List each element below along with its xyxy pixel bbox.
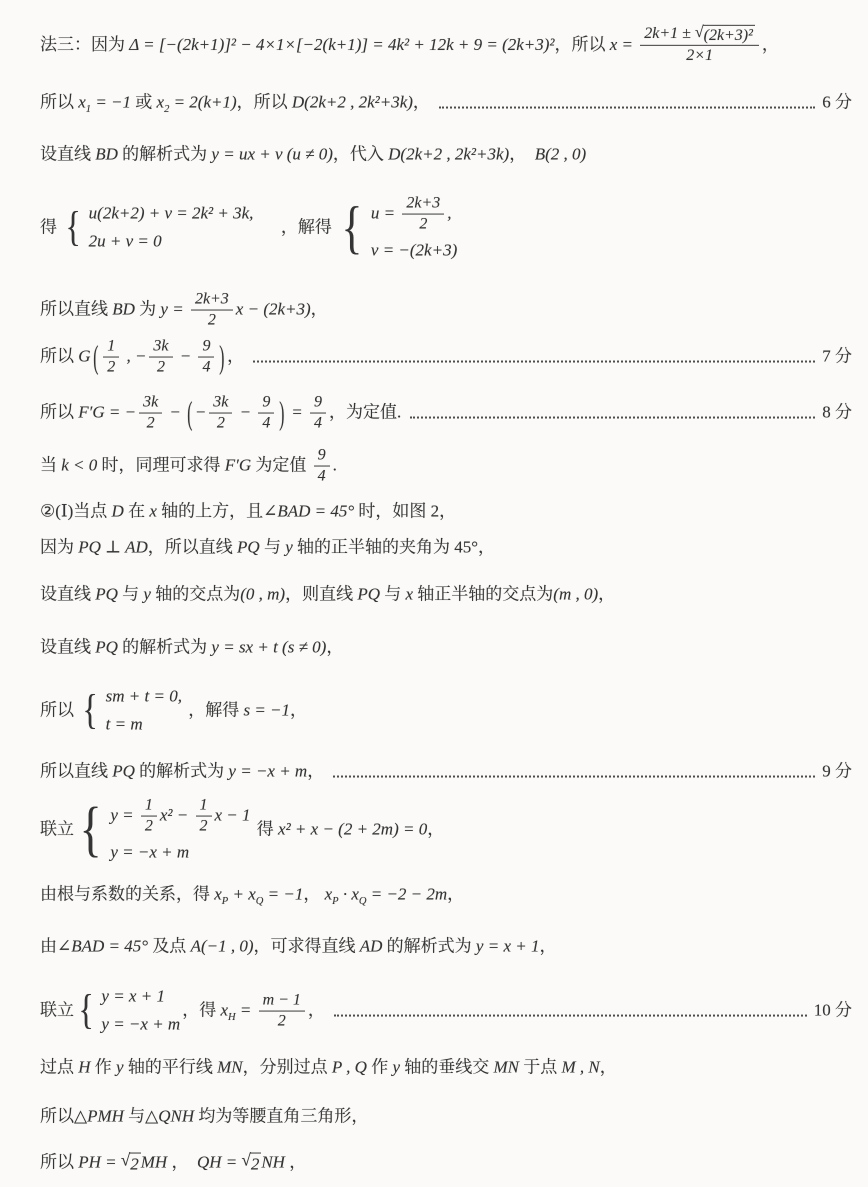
math-run: MN	[493, 1057, 519, 1077]
math-run: 4	[314, 414, 322, 432]
math-run: ·	[338, 884, 352, 904]
math-run: y = sx + t (s ≠ 0)	[211, 637, 327, 657]
math-run: 2k+1 ±	[644, 24, 695, 42]
math-run: A(−1 , 0)	[190, 936, 254, 956]
formula-line-21	[40, 1152, 852, 1175]
math-run: QNH	[158, 1106, 195, 1126]
math-run: PQ	[112, 761, 135, 781]
fraction	[209, 393, 232, 434]
math-run: H	[78, 1057, 91, 1077]
text-run: 的解析式为	[117, 637, 212, 657]
formula-line-3	[40, 144, 852, 167]
math-run: y	[116, 1057, 124, 1077]
text-run: 的解析式为	[382, 936, 476, 956]
text-run: ，	[307, 761, 325, 781]
radical-sign: √	[120, 1150, 131, 1170]
text-run: ，代入	[332, 144, 389, 164]
formula-line-18	[40, 986, 852, 1037]
fraction	[258, 393, 274, 434]
math-run: PMH	[87, 1106, 124, 1126]
math-run: 2	[199, 817, 208, 835]
text-run: 为定值	[251, 455, 311, 475]
text-run: ，	[310, 299, 328, 319]
text-run: 因为	[40, 537, 79, 557]
text-run: 在	[123, 501, 150, 521]
text-run: 时，如图 2，	[354, 501, 457, 521]
system-row	[371, 240, 457, 263]
math-run: (0 , m)	[240, 584, 286, 604]
fraction	[141, 796, 157, 837]
math-run: −	[175, 346, 196, 366]
math-run: 2×1	[686, 47, 713, 65]
math-run: (m , 0)	[553, 584, 599, 604]
math-run: y = x + 1	[101, 986, 165, 1006]
math-run: D	[111, 501, 124, 521]
text-run: ，解得	[255, 217, 337, 237]
text-run: ，所以	[236, 92, 292, 112]
text-run: ，	[539, 936, 557, 956]
math-run: 9	[202, 337, 211, 355]
text-run: ，	[427, 819, 445, 839]
formula-line-10	[40, 537, 852, 560]
math-run: y = −x + m	[101, 1014, 181, 1034]
math-run: 2	[144, 817, 153, 835]
text-run: 当	[40, 455, 62, 475]
square-root: √ 2	[120, 1150, 139, 1174]
text-run: 所以	[40, 1152, 79, 1172]
formula-line-15	[40, 796, 852, 865]
math-run: MN	[217, 1057, 243, 1077]
fraction	[640, 24, 759, 66]
math-run: y	[143, 584, 151, 604]
text-run: ，	[307, 1000, 325, 1020]
text-run: ，	[509, 144, 535, 164]
math-run: F′G = −	[78, 402, 137, 422]
math-run: +	[228, 884, 249, 904]
math-run: −	[235, 402, 256, 422]
text-run: ，	[303, 884, 325, 904]
math-run: −	[194, 402, 207, 422]
text-run: 为	[134, 299, 161, 319]
math-run: 2	[156, 358, 165, 376]
formula-line-1	[40, 24, 852, 66]
fraction	[196, 796, 212, 837]
math-run: ∠BAD = 45°	[57, 936, 149, 956]
math-subscripted: $x_Q$	[351, 884, 367, 907]
system-row	[110, 796, 250, 837]
math-run: G	[78, 346, 91, 366]
text-run: 联立	[40, 1000, 74, 1020]
formula-line-4	[40, 194, 852, 263]
math-run: x − (2k+3)	[235, 299, 311, 319]
math-run: = −2 − 2m	[366, 884, 448, 904]
text-run: 均为等腰直角三角形，	[194, 1106, 369, 1126]
math-run: −	[165, 402, 186, 422]
text-run: ，所以直线	[147, 537, 238, 557]
math-run: y = −x + m	[110, 842, 190, 862]
score-label: 9 分	[822, 761, 852, 781]
text-run: ，	[227, 346, 245, 366]
math-run: = −1	[91, 92, 136, 112]
text-run: 得	[40, 217, 62, 237]
radical-sign: √	[694, 23, 704, 41]
system-row	[101, 986, 165, 1009]
math-run: 9	[317, 446, 326, 464]
math-run: 2k+3	[194, 290, 229, 308]
math-run: k < 0	[61, 455, 98, 475]
formula-line-19	[40, 1057, 852, 1080]
text-run: 轴的正半轴的夹角为 45°，	[292, 537, 496, 557]
fraction	[149, 337, 172, 378]
fraction	[402, 194, 444, 235]
fraction	[191, 290, 233, 331]
formula-line-6	[40, 337, 852, 378]
formula-line-2	[40, 92, 852, 115]
formula-line-12	[40, 637, 852, 660]
text-run: ，为定值.	[328, 402, 402, 422]
math-run: 1	[107, 337, 116, 355]
math-run: , −	[122, 346, 147, 366]
text-run: 作	[366, 1057, 393, 1077]
math-run: D(2k+2 , 2k²+3k)	[291, 92, 413, 112]
equation-system: { y = x + 1 y = −x + m	[76, 986, 180, 1037]
math-run: 4	[317, 467, 326, 485]
math-run: x =	[609, 34, 638, 54]
text-run: .	[332, 455, 337, 475]
score-label: 10 分	[813, 1000, 852, 1020]
math-run: F′G	[224, 455, 252, 475]
square-root: √ 2	[241, 1150, 260, 1174]
math-run: BD	[112, 299, 135, 319]
math-run: PQ ⊥ AD	[78, 537, 148, 557]
text-run: 所以直线	[40, 761, 113, 781]
math-run: u(2k+2) + v = 2k² + 3k,	[88, 203, 254, 223]
text-run: 的解析式为	[134, 761, 229, 781]
text-run: 得	[252, 819, 279, 839]
math-run: =	[287, 402, 307, 422]
equation-system: { y = $\frac{1}{2}$ x² − $\frac{1}{2}$ x − 1 y = −x + m	[79, 796, 251, 864]
formula-line-9	[40, 501, 852, 524]
text-run: ②(Ⅰ)当点	[40, 501, 112, 521]
system-row	[106, 686, 182, 709]
math-subscripted: $x_1$	[78, 92, 92, 115]
math-run: PQ	[95, 637, 118, 657]
text-run: 所以	[40, 92, 79, 112]
text-run: 及点	[148, 936, 191, 956]
text-run: 与△	[123, 1106, 159, 1126]
math-subscripted: $x_P$	[324, 884, 339, 907]
text-run: ，	[599, 1057, 617, 1077]
math-run: 2k+3	[406, 194, 441, 212]
math-run: 3k	[143, 393, 159, 411]
text-run: ，所以	[554, 34, 610, 54]
math-run: y =	[160, 299, 188, 319]
dotted-leader	[410, 417, 815, 419]
system-row	[371, 194, 452, 235]
text-run: 时，同理可求得	[97, 455, 225, 475]
text-run: 与	[117, 584, 144, 604]
math-run: s = −1	[243, 700, 291, 720]
math-run: 2u + v = 0	[88, 231, 162, 251]
math-run: x² + x − (2 + 2m) = 0	[278, 819, 428, 839]
text-run: 所以	[40, 402, 79, 422]
equation-system: { u(2k+2) + v = 2k² + 3k, 2u + v = 0	[63, 203, 253, 254]
math-run: 2	[419, 215, 428, 233]
math-run: x	[149, 501, 157, 521]
text-run: 轴的平行线	[123, 1057, 218, 1077]
math-run: x	[405, 584, 414, 604]
math-run: 1	[199, 796, 208, 814]
system-row	[101, 1014, 180, 1037]
math-run: M , N	[561, 1057, 600, 1077]
math-run: 2	[277, 1012, 286, 1030]
math-run: BD	[95, 144, 118, 164]
math-run: u =	[370, 203, 400, 223]
fraction	[259, 991, 305, 1032]
score-label: 8 分	[822, 402, 852, 422]
text-run: 设直线	[40, 637, 96, 657]
math-subscripted: $x_2$	[156, 92, 170, 115]
text-run: ，	[284, 1152, 307, 1172]
system-row	[89, 231, 162, 254]
math-run: 9	[314, 393, 322, 411]
score-label: 7 分	[822, 346, 852, 366]
formula-line-5	[40, 290, 852, 331]
dotted-leader	[334, 1015, 807, 1017]
formula-line-20	[40, 1106, 852, 1129]
math-run: t = m	[105, 714, 143, 734]
math-run: PH =	[78, 1152, 121, 1172]
math-run: 3k	[213, 393, 229, 411]
math-run: 2	[146, 414, 155, 432]
text-run: ，可求得直线	[253, 936, 360, 956]
text-run: 与	[380, 584, 406, 604]
formula-line-8	[40, 446, 852, 487]
text-run: 与	[259, 537, 286, 557]
text-run: ，	[326, 637, 344, 657]
math-run: AD	[359, 936, 383, 956]
dotted-leader	[253, 361, 815, 363]
math-run: v = −(2k+3)	[370, 240, 458, 260]
math-run: 4	[262, 414, 271, 432]
formula-line-16	[40, 884, 852, 907]
equation-system: { sm + t = 0, t = m	[80, 686, 182, 737]
math-run: ∠BAD = 45°	[263, 501, 355, 521]
text-run: ，得	[182, 1000, 221, 1020]
fraction	[198, 337, 214, 378]
text-run: 法三：因为	[40, 34, 130, 54]
text-run: ，	[447, 884, 465, 904]
text-run: 设直线	[40, 144, 96, 164]
text-run: 设直线	[40, 584, 96, 604]
dotted-leader	[439, 107, 815, 109]
math-run: B(2 , 0)	[534, 144, 587, 164]
math-run: 9	[262, 393, 271, 411]
math-run: = 2(k+1)	[169, 92, 237, 112]
fraction	[103, 337, 119, 378]
text-run: 由	[40, 936, 57, 956]
stretched-paren: (	[187, 394, 193, 432]
math-run: PQ	[95, 584, 118, 604]
math-run: P , Q	[331, 1057, 367, 1077]
math-run: QH =	[196, 1152, 242, 1172]
text-run: ，分别过点	[242, 1057, 332, 1077]
math-run: 1	[144, 796, 153, 814]
text-run: ，	[167, 1152, 197, 1172]
text-run: 所以直线	[40, 299, 113, 319]
math-run: 2	[207, 311, 216, 329]
math-run: PQ	[237, 537, 260, 557]
equation-system: { u = $\frac{2k+3}{2}$ , v = −(2k+3)	[338, 194, 457, 263]
math-run: y = x + 1	[475, 936, 540, 956]
math-subscripted: $x_P$	[214, 884, 229, 907]
text-run: ，	[598, 584, 616, 604]
fraction	[314, 446, 330, 487]
math-run: y = −x + m	[228, 761, 308, 781]
text-run: 联立	[40, 819, 74, 839]
math-run: m − 1	[262, 991, 301, 1009]
radical-sign: √	[241, 1150, 251, 1170]
math-run: sm + t = 0,	[105, 686, 182, 706]
text-run: 所以	[40, 346, 79, 366]
system-row	[89, 203, 254, 226]
math-run: 3k	[153, 337, 169, 355]
system-row	[110, 842, 189, 865]
text-run: ，	[412, 92, 430, 112]
text-run: 所以	[40, 700, 79, 720]
math-run: x² −	[159, 805, 193, 825]
math-run: y = ux + v (u ≠ 0)	[211, 144, 333, 164]
math-run: Δ = [−(2k+1)]² − 4×1×[−2(k+1)] = 4k² + 12k + 9 = (2k+3)²	[129, 34, 555, 54]
fraction	[139, 393, 162, 434]
stretched-paren: (	[92, 338, 98, 376]
stretched-paren: )	[279, 394, 285, 432]
math-run: ,	[447, 203, 452, 223]
formula-line-7	[40, 393, 852, 434]
math-run: D(2k+2 , 2k²+3k)	[388, 144, 510, 164]
math-run: x − 1	[214, 805, 251, 825]
math-run: PQ	[357, 584, 380, 604]
math-run: y	[392, 1057, 400, 1077]
text-run: ，则直线	[285, 584, 358, 604]
text-run: ，	[761, 34, 779, 54]
system-row	[106, 714, 143, 737]
math-run: 2	[216, 414, 225, 432]
text-run: ，	[290, 700, 308, 720]
formula-line-14	[40, 761, 852, 784]
math-subscripted: $x_H$	[220, 1000, 236, 1023]
text-run: 作	[90, 1057, 117, 1077]
text-run: 或	[135, 92, 157, 112]
square-root: √ (2k+3)²	[694, 23, 753, 44]
fraction	[310, 393, 326, 434]
math-run: y =	[110, 805, 138, 825]
formula-line-11	[40, 584, 852, 607]
text-run: 的解析式为	[117, 144, 212, 164]
math-run: = −1	[263, 884, 304, 904]
formula-line-13	[40, 686, 852, 737]
text-run: 轴正半轴的交点为	[413, 584, 554, 604]
text-run: 由根与系数的关系，得	[40, 884, 215, 904]
stretched-paren: )	[219, 338, 225, 376]
formula-line-17	[40, 936, 852, 959]
text-run: 于点	[518, 1057, 562, 1077]
math-subscripted: $x_Q$	[248, 884, 264, 907]
math-run: 2	[107, 358, 116, 376]
math-run: NH	[261, 1152, 285, 1172]
text-run: 过点	[40, 1057, 79, 1077]
math-run: y	[285, 537, 293, 557]
text-run: ，解得	[183, 700, 244, 720]
text-run: 轴的垂线交	[399, 1057, 494, 1077]
math-run: =	[235, 1000, 256, 1020]
score-label: 6 分	[822, 92, 852, 112]
text-run: 所以△	[40, 1106, 88, 1126]
text-run: 轴的上方，且	[156, 501, 264, 521]
dotted-leader	[333, 776, 815, 778]
math-run: 4	[202, 358, 211, 376]
math-run: MH	[140, 1152, 168, 1172]
text-run: 轴的交点为	[150, 584, 241, 604]
